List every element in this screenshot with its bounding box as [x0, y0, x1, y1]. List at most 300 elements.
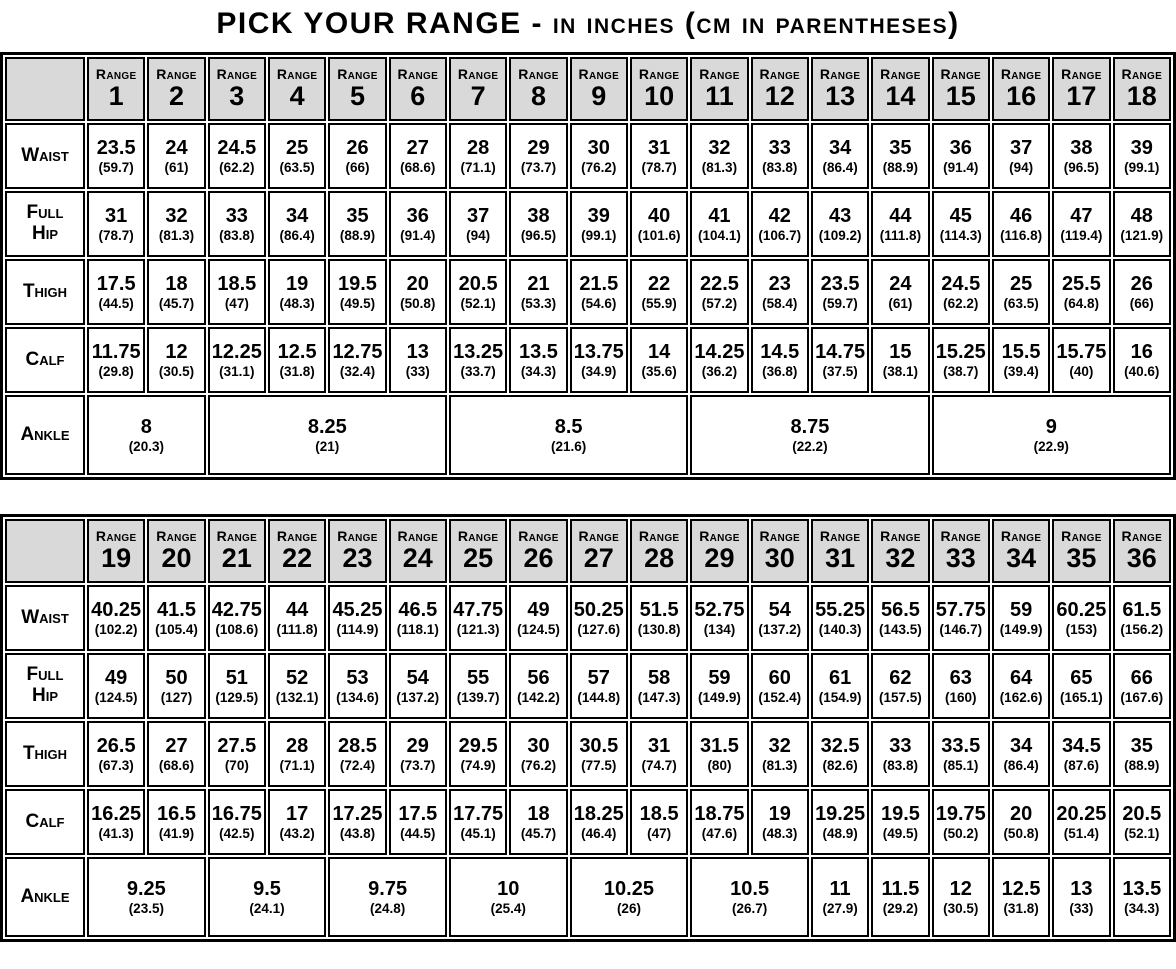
- range-header-35: [1052, 519, 1110, 583]
- cm-value: (157.5): [879, 689, 922, 705]
- cm-value: (41.9): [158, 825, 195, 841]
- inches-value: 14: [647, 340, 671, 363]
- size-table-ranges-19-36: [0, 514, 1176, 942]
- size-cell: [932, 123, 990, 189]
- size-cell: [147, 123, 205, 189]
- inches-value: 57.75: [935, 598, 986, 621]
- inches-value: 42.75: [211, 598, 262, 621]
- size-cell: [87, 259, 145, 325]
- cm-value: (127): [160, 689, 193, 705]
- inches-value: 33.5: [941, 734, 981, 757]
- size-cell: [268, 327, 326, 393]
- cm-value: (50.2): [943, 825, 979, 841]
- cm-value: (33.7): [460, 363, 496, 379]
- range-word: Range: [638, 528, 680, 545]
- inches-value: 32: [165, 204, 188, 227]
- size-cell: [449, 653, 507, 719]
- size-cell: [570, 585, 628, 651]
- cm-value: (87.6): [1063, 757, 1100, 773]
- cm-value: (73.7): [520, 159, 557, 175]
- size-cell: [449, 789, 507, 855]
- size-cell: [389, 123, 447, 189]
- size-cell: [509, 123, 567, 189]
- cm-value: (21.6): [550, 438, 587, 454]
- inches-value: 61.5: [1122, 598, 1162, 621]
- range-number: 30: [764, 543, 795, 574]
- row-label: Full Hip: [26, 202, 64, 244]
- row-label-cell: [5, 789, 85, 855]
- size-cell: [389, 721, 447, 787]
- size-cell: [932, 395, 1171, 475]
- range-header-32: [871, 519, 929, 583]
- cm-value: (40): [1069, 363, 1094, 379]
- size-cell: [1113, 259, 1171, 325]
- cm-value: (41.3): [98, 825, 134, 841]
- range-header-34: [992, 519, 1050, 583]
- inches-value: 17.25: [332, 802, 383, 825]
- cm-value: (63.5): [1003, 295, 1039, 311]
- inches-value: 14.5: [760, 340, 800, 363]
- inches-value: 13.5: [1122, 877, 1162, 900]
- cm-value: (62.2): [943, 295, 979, 311]
- cm-value: (48.9): [822, 825, 858, 841]
- range-number: 11: [705, 81, 734, 112]
- size-cell: [1113, 653, 1171, 719]
- inches-value: 25: [1009, 272, 1033, 295]
- cm-value: (160): [945, 689, 977, 705]
- inches-value: 24: [889, 272, 912, 295]
- size-cell: [751, 259, 809, 325]
- row-label: Full Hip: [26, 664, 64, 706]
- row-label: Ankle: [20, 885, 70, 907]
- size-cell: [570, 123, 628, 189]
- range-word: Range: [518, 528, 559, 545]
- size-cell: [208, 327, 266, 393]
- size-cell: [147, 191, 205, 257]
- cm-value: (26.7): [731, 900, 768, 916]
- inches-value: 52: [286, 666, 309, 689]
- cm-value: (77.5): [581, 757, 617, 773]
- size-cell: [268, 259, 326, 325]
- inches-value: 49: [527, 598, 550, 621]
- range-word: Range: [156, 528, 197, 545]
- cm-value: (46.4): [581, 825, 617, 841]
- cm-value: (116.8): [1000, 227, 1043, 243]
- row-label: Thigh: [22, 280, 68, 302]
- cm-value: (127.6): [577, 621, 621, 637]
- size-cell: [690, 327, 748, 393]
- range-word: Range: [457, 66, 499, 83]
- inches-value: 13.25: [453, 340, 504, 363]
- range-number: 29: [704, 543, 735, 574]
- cm-value: (156.2): [1120, 621, 1164, 637]
- size-cell: [268, 123, 326, 189]
- range-word: Range: [95, 66, 137, 83]
- range-word: Range: [216, 66, 258, 83]
- range-number: 18: [1126, 81, 1157, 112]
- cm-value: (49.5): [339, 295, 376, 311]
- cm-value: (94): [466, 227, 491, 243]
- size-cell: [87, 327, 145, 393]
- inches-value: 9.25: [126, 877, 166, 900]
- cm-value: (61): [164, 159, 189, 175]
- cm-value: (165.1): [1060, 689, 1103, 705]
- inches-value: 49: [105, 666, 128, 689]
- size-cell: [509, 259, 567, 325]
- cm-value: (139.7): [456, 689, 500, 705]
- cm-value: (48.3): [762, 825, 798, 841]
- inches-value: 52.75: [694, 598, 745, 621]
- size-cell: [871, 789, 929, 855]
- size-cell: [87, 653, 145, 719]
- inches-value: 46.5: [398, 598, 438, 621]
- inches-value: 12.75: [332, 340, 383, 363]
- row-label-cell: [5, 857, 85, 937]
- row-label-cell: [5, 123, 85, 189]
- range-number: 26: [523, 543, 554, 574]
- size-cell: [1113, 721, 1171, 787]
- size-cell: [87, 789, 145, 855]
- size-cell: [87, 857, 206, 937]
- size-cell: [871, 191, 929, 257]
- measurement-row-ankle: [5, 395, 1171, 475]
- corner-cell: [5, 57, 85, 121]
- cm-value: (26): [616, 900, 641, 916]
- range-header-19: [87, 519, 145, 583]
- inches-value: 59: [1009, 598, 1033, 621]
- size-cell: [751, 721, 809, 787]
- inches-value: 38: [1070, 136, 1093, 159]
- cm-value: (124.5): [517, 621, 560, 637]
- cm-value: (147.3): [637, 689, 681, 705]
- range-number: 3: [229, 81, 245, 112]
- cm-value: (31.8): [279, 363, 315, 379]
- inches-value: 15: [889, 340, 912, 363]
- size-cell: [449, 721, 507, 787]
- range-header-11: [690, 57, 748, 121]
- cm-value: (152.4): [758, 689, 802, 705]
- cm-value: (59.7): [98, 159, 134, 175]
- range-word: Range: [880, 528, 921, 545]
- cm-value: (23.5): [128, 900, 164, 916]
- size-cell: [992, 259, 1050, 325]
- inches-value: 19.5: [880, 802, 920, 825]
- size-cell: [811, 857, 869, 937]
- inches-value: 25: [286, 136, 309, 159]
- range-number: 6: [410, 81, 426, 112]
- cm-value: (32.4): [339, 363, 376, 379]
- range-number: 21: [221, 543, 252, 574]
- cm-value: (86.4): [822, 159, 858, 175]
- size-cell: [570, 721, 628, 787]
- range-word: Range: [940, 66, 982, 83]
- cm-value: (27.9): [822, 900, 858, 916]
- inches-value: 13: [406, 340, 429, 363]
- cm-value: (31.8): [1003, 900, 1039, 916]
- row-label: Thigh: [22, 742, 68, 764]
- cm-value: (167.6): [1120, 689, 1164, 705]
- inches-value: 23.5: [820, 272, 860, 295]
- cm-value: (61): [888, 295, 913, 311]
- size-cell: [509, 191, 567, 257]
- cm-value: (29.8): [98, 363, 134, 379]
- size-cell: [570, 327, 628, 393]
- size-cell: [932, 259, 990, 325]
- size-cell: [570, 653, 628, 719]
- size-cell: [992, 123, 1050, 189]
- cm-value: (52.1): [460, 295, 496, 311]
- range-word: Range: [880, 66, 921, 83]
- size-cell: [992, 857, 1050, 937]
- range-word: Range: [1121, 528, 1163, 545]
- inches-value: 23: [768, 272, 791, 295]
- measurement-row-calf: [5, 327, 1171, 393]
- inches-value: 18: [527, 802, 550, 825]
- range-number: 7: [470, 81, 486, 112]
- range-header-5: [328, 57, 386, 121]
- cm-value: (83.8): [219, 227, 255, 243]
- range-header-6: [389, 57, 447, 121]
- size-cell: [147, 585, 205, 651]
- inches-value: 32: [768, 734, 791, 757]
- cm-value: (83.8): [882, 757, 919, 773]
- size-cell: [87, 191, 145, 257]
- range-header-17: [1052, 57, 1110, 121]
- range-header-21: [208, 519, 266, 583]
- size-cell: [389, 191, 447, 257]
- range-header-23: [328, 519, 386, 583]
- cm-value: (149.9): [999, 621, 1043, 637]
- size-cell: [87, 395, 206, 475]
- inches-value: 24.5: [217, 136, 257, 159]
- size-cell: [932, 585, 990, 651]
- size-cell: [751, 191, 809, 257]
- cm-value: (140.3): [818, 621, 862, 637]
- size-cell: [690, 395, 929, 475]
- size-cell: [208, 259, 266, 325]
- inches-value: 8.25: [307, 415, 347, 438]
- size-cell: [1052, 857, 1110, 937]
- size-cell: [509, 789, 567, 855]
- range-header-2: [147, 57, 205, 121]
- size-cell: [690, 191, 748, 257]
- inches-value: 22: [647, 272, 671, 295]
- cm-value: (48.3): [279, 295, 315, 311]
- measurement-row-ankle: [5, 857, 1171, 937]
- inches-value: 9.75: [368, 877, 408, 900]
- inches-value: 15.25: [935, 340, 986, 363]
- cm-value: (86.4): [279, 227, 315, 243]
- inches-value: 16.25: [91, 802, 142, 825]
- inches-value: 11.75: [91, 340, 141, 363]
- inches-value: 54: [768, 598, 791, 621]
- size-cell: [811, 789, 869, 855]
- cm-value: (36.2): [701, 363, 738, 379]
- row-label-cell: [5, 721, 85, 787]
- row-label: Waist: [21, 606, 69, 628]
- inches-value: 60.25: [1056, 598, 1107, 621]
- size-cell: [630, 123, 688, 189]
- range-header-29: [690, 519, 748, 583]
- range-number: 32: [885, 543, 916, 574]
- cm-value: (20.3): [128, 438, 164, 454]
- cm-value: (88.9): [1124, 757, 1160, 773]
- measurement-row-full-hip: [5, 653, 1171, 719]
- inches-value: 35: [889, 136, 912, 159]
- inches-value: 18.25: [573, 802, 624, 825]
- cm-value: (36.8): [762, 363, 798, 379]
- cm-value: (22.2): [792, 438, 828, 454]
- size-cell: [87, 721, 145, 787]
- size-cell: [328, 653, 386, 719]
- inches-value: 20.25: [1056, 802, 1107, 825]
- size-cell: [328, 857, 447, 937]
- range-word: Range: [276, 66, 318, 83]
- size-cell: [1113, 123, 1171, 189]
- size-cell: [449, 585, 507, 651]
- range-number: 16: [1006, 81, 1037, 112]
- cm-value: (34.3): [520, 363, 557, 379]
- size-cell: [389, 789, 447, 855]
- cm-value: (134): [703, 621, 736, 637]
- inches-value: 66: [1130, 666, 1153, 689]
- measurement-row-waist: [5, 123, 1171, 189]
- size-tables-container: [0, 52, 1176, 942]
- size-cell: [871, 857, 929, 937]
- range-word: Range: [1061, 528, 1102, 545]
- range-number: 31: [825, 543, 856, 574]
- range-number: 20: [161, 543, 192, 574]
- cm-value: (42.5): [219, 825, 255, 841]
- cm-value: (137.2): [758, 621, 802, 637]
- inches-value: 53: [346, 666, 369, 689]
- inches-value: 33: [768, 136, 791, 159]
- cm-value: (66): [345, 159, 370, 175]
- size-cell: [328, 721, 386, 787]
- range-number: 9: [591, 81, 607, 112]
- size-cell: [268, 721, 326, 787]
- size-cell: [690, 857, 809, 937]
- inches-value: 10: [497, 877, 520, 900]
- size-cell: [992, 789, 1050, 855]
- range-word: Range: [578, 528, 620, 545]
- cm-value: (74.7): [641, 757, 677, 773]
- inches-value: 40: [647, 204, 671, 227]
- size-cell: [932, 857, 990, 937]
- size-cell: [871, 327, 929, 393]
- inches-value: 27: [406, 136, 429, 159]
- inches-value: 30: [527, 734, 550, 757]
- range-number: 22: [282, 543, 313, 574]
- row-label-cell: [5, 395, 85, 475]
- cm-value: (99.1): [581, 227, 617, 243]
- range-word: Range: [819, 66, 861, 83]
- inches-value: 33: [889, 734, 912, 757]
- inches-value: 8: [140, 415, 152, 438]
- cm-value: (74.9): [460, 757, 496, 773]
- corner-cell: [5, 519, 85, 583]
- inches-value: 56.5: [880, 598, 920, 621]
- inches-value: 36: [406, 204, 429, 227]
- cm-value: (111.8): [276, 621, 318, 637]
- inches-value: 17.75: [453, 802, 504, 825]
- inches-value: 15.5: [1001, 340, 1041, 363]
- inches-value: 58: [647, 666, 671, 689]
- inches-value: 41.5: [157, 598, 196, 621]
- inches-value: 13.75: [573, 340, 624, 363]
- cm-value: (44.5): [98, 295, 134, 311]
- range-header-28: [630, 519, 688, 583]
- size-cell: [690, 259, 748, 325]
- range-number: 5: [349, 81, 365, 112]
- range-word: Range: [1000, 528, 1042, 545]
- cm-value: (153): [1065, 621, 1098, 637]
- cm-value: (30.5): [158, 363, 195, 379]
- range-header-10: [630, 57, 688, 121]
- inches-value: 61: [828, 666, 852, 689]
- inches-value: 8.5: [554, 415, 583, 438]
- cm-value: (45.7): [520, 825, 557, 841]
- inches-value: 29.5: [458, 734, 498, 757]
- range-word: Range: [1121, 66, 1163, 83]
- range-word: Range: [156, 66, 197, 83]
- size-cell: [147, 789, 205, 855]
- inches-value: 35: [346, 204, 369, 227]
- range-number: 27: [583, 543, 614, 574]
- size-cell: [811, 259, 869, 325]
- size-cell: [932, 721, 990, 787]
- size-cell: [570, 857, 689, 937]
- inches-value: 63: [949, 666, 972, 689]
- cm-value: (114.3): [939, 227, 982, 243]
- range-header-9: [570, 57, 628, 121]
- cm-value: (33): [1069, 900, 1094, 916]
- cm-value: (57.2): [701, 295, 738, 311]
- range-word: Range: [819, 528, 861, 545]
- inches-value: 19.5: [338, 272, 377, 295]
- cm-value: (45.1): [460, 825, 496, 841]
- cm-value: (45.7): [158, 295, 195, 311]
- inches-value: 60: [768, 666, 791, 689]
- range-word: Range: [759, 528, 801, 545]
- size-cell: [932, 789, 990, 855]
- size-cell: [1113, 191, 1171, 257]
- range-number: 28: [644, 543, 675, 574]
- range-header-7: [449, 57, 507, 121]
- cm-value: (85.1): [943, 757, 979, 773]
- inches-value: 51: [225, 666, 248, 689]
- cm-value: (118.1): [396, 621, 439, 637]
- size-cell: [328, 585, 386, 651]
- inches-value: 55.25: [815, 598, 866, 621]
- range-word: Range: [699, 66, 740, 83]
- inches-value: 28: [286, 734, 309, 757]
- cm-value: (22.9): [1033, 438, 1069, 454]
- range-word: Range: [518, 66, 559, 83]
- range-header-36: [1113, 519, 1171, 583]
- inches-value: 10.25: [603, 877, 654, 900]
- row-label-cell: [5, 653, 85, 719]
- cm-value: (104.1): [698, 227, 741, 243]
- range-header-13: [811, 57, 869, 121]
- inches-value: 15.75: [1056, 340, 1107, 363]
- cm-value: (24.8): [370, 900, 406, 916]
- size-cell: [268, 191, 326, 257]
- size-cell: [208, 191, 266, 257]
- size-cell: [147, 653, 205, 719]
- size-cell: [449, 191, 507, 257]
- inches-value: 46: [1009, 204, 1033, 227]
